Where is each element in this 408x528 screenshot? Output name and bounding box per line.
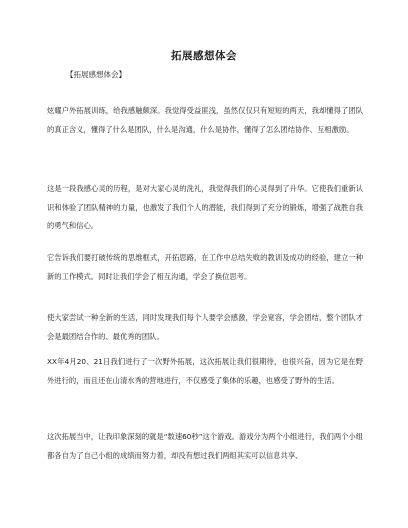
paragraph-6: 这次拓展当中，让我印象深刻的就是“数速60秒”这个游戏。游戏分为两个小组进行，我们两个小组都各自为了自己小组的成绩而努力着，却没有想过我们两组其实可以信息共享、 <box>47 432 364 460</box>
document-title: 拓展感想体会 <box>171 50 237 62</box>
paragraph-2: 这是一段我感心灵的历程，是对大家心灵的洗礼，我觉得我们的心灵得到了升华。它使我们重新认识和体验了团队精神的力量，也激发了我们个人的潜能，我们得到了充分的锻炼，增强了战胜自我的勇气和信心。 <box>47 184 363 230</box>
paragraph-1: 炫耀户外拓展训练，给我感触颇深。我觉得受益匪浅，虽然仅仅只有短短的两天，我却懂得了团队的真正含义，懂得了什么是团队，什么是沟通，什么是协作，懂得了怎么团结协作、互相激励。 <box>47 106 363 134</box>
paragraph-3: 它告诉我们要打破传统的思维框式，开拓思路，在工作中总结失败的教训及成功的经验，建立一种新的工作模式。同时让我们学会了相互沟通，学会了换位思考。 <box>47 253 363 281</box>
paragraph-4: 使大家尝试一种全新的生活，同时发现我们每个人要学会感激，学会宽容，学会团结，整个团队才会是最团结合作的、最优秀的团队。 <box>47 313 363 341</box>
document-tag: 【拓展感想体会】 <box>66 70 126 79</box>
paragraph-5: XX年4月20、21日我们进行了一次野外拓展，这次拓展让我们很期待，也很兴奋，因为它是在野外进行的，而且还在山清水秀的营地进行，不仅感受了集体的乐趣，也感受了野外的生活。 <box>47 357 363 385</box>
